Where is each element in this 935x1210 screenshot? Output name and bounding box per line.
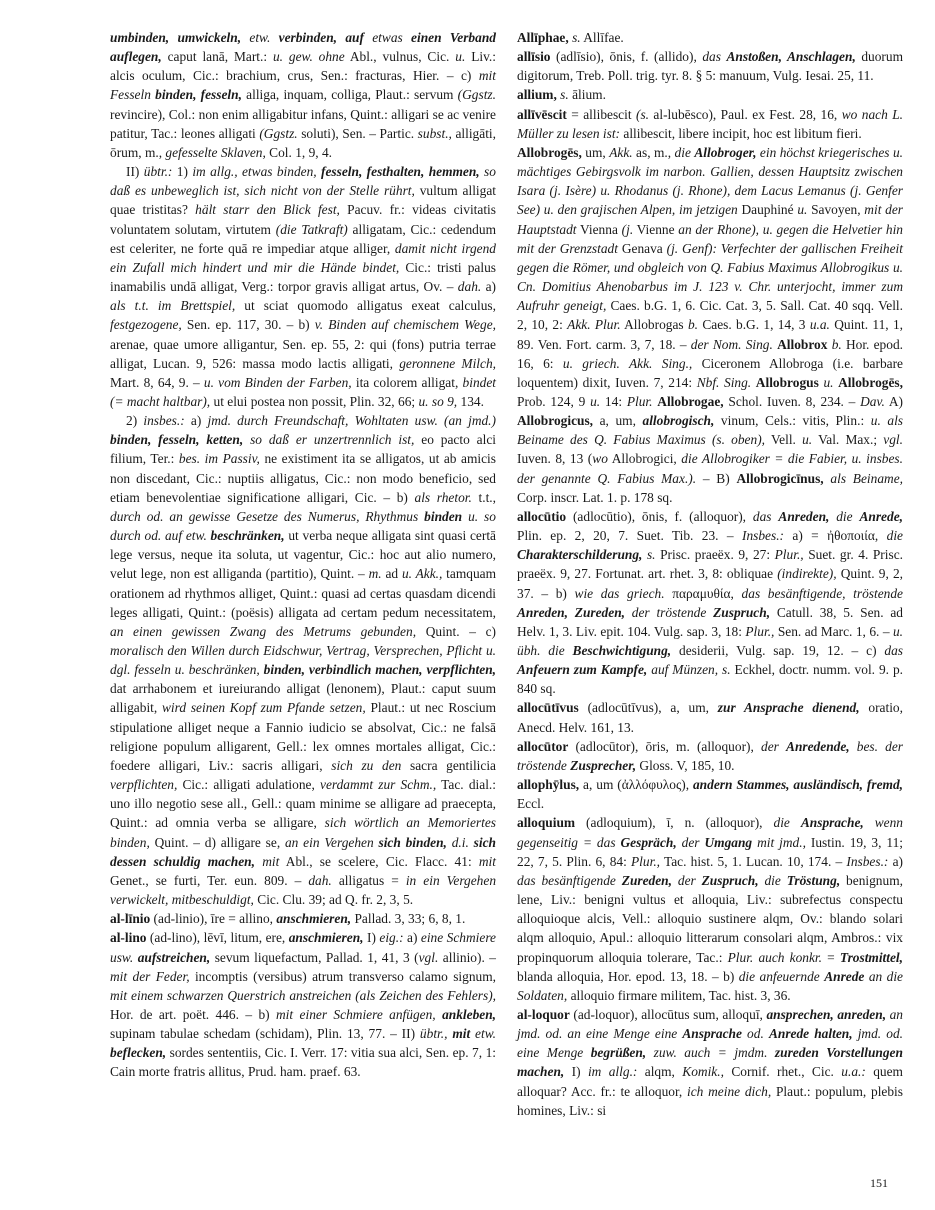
entry-alligo-section-II: II) übtr.: 1) im allg., etwas binden, fesseln, festhalten, hemmen, so daß es unbeweglich ist, sich nicht von der Stelle rührt, vultum alligat quae tristitas? hält starr den Blick fest, Pacuv. fr.: videas civitatis voluntatem solutam, virtutem (die Tatkraft) alligatam, Cic.: cedendum est celeriter, ne forte quā re impediar atque alliger, damit nicht irgend ein Zufall mich hindert und mir die Hände bindet, Cic.: tristi palus inamabilis undā alligat, Verg.: torpor gravis alligat artus, Ov. – dah. a) als t.t. im Brettspiel, ut sciat quomodo alligatus exeat calculus, festgezogene, Sen. ep. 117, 30. – b) v. Binden auf chemischem Wege, arenae, quae umore alligantur, Sen. ep. 55, 2: qui (fons) putria terrae alligat, Lucan. 9, 526: massa modo lactis alligati, geronnene Milch, Mart. 8, 64, 9. – u. vom Binden der Farben, ita colorem alligat, bindet (= macht haltbar), ut elui postea non possit, Plin. 32, 66; u. so 9, 134. (110, 164, 497, 409)
entry-alloquium: alloquium (adloquium), ī, n. (alloquor), die Ansprache, wenn gegenseitig = das Gespräch, der Umgang mit jmd., Iustin. 19, 3, 11; 22, 7, 5. Plin. 6, 84: Plur., Tac. hist. 5, 1. Lucan. 10, 174. – Insbes.: a) das besänftigende Zureden, der Zuspruch, die Tröstung, benignum, lene, Liv.: benigni vultus et alloquia, Liv.: subrefectus conspectu alloquioque alcis, Vell.: alloquio sustinere alqm, Ov.: blando solari alqm alloquio, Apul.: alloquio litterarum consolari alqm, Ambros.: vix propinquorum alloquia tolerare, Tac.: Plur. auch konkr. = Trostmittel, blanda alloquia, Hor. epod. 13, 18. – b) die anfeuernde Anrede an die Soldaten, alloquio firmare militem, Tac. hist. 3, 36. (517, 815, 904, 1003)
entry-allium: allium, s. ālium. (517, 87, 606, 103)
entry-allivescit: allīvēscit = allibescit (s. al-lubēsco), Paul. ex Fest. 28, 16, wo nach L. Müller zu lesen ist: allibescit, libere incipit, hoc est libitum fieri. (517, 106, 903, 141)
left-column (110, 28, 496, 1082)
entry-al-lino: al-lino (ad-lino), lēvī, litum, ere, anschmieren, I) eig.: a) eine Schmiere usw. aufstreichen, sevum liquefactum, Pallad. 1, 41, 3 (vgl. allinio). – mit der Feder, incomptis (versibus) atrum transverso calamo signum, mit einem schwarzen Querstrich anstreichen (als Zeichen des Fehlers), Hor. de art. poët. 446. – b) mit einer Schmiere anfügen, ankleben, supinam tabulae schedam (schidam), Plin. 13, 77. – II) übtr., mit etw. beflecken, sordes sententiis, Cic. I. Verr. 17: vitia sua alci, Sen. ep. 7, 1: Cain morte fratris allitus, Prud. ham. praef. 63. (110, 930, 496, 1080)
entry-allobroges: Allobrogēs, um, Akk. as, m., die Allobroger, ein höchst kriegerisches u. mächtiges Gebirgsvolk im narbon. Gallien, dessen Hauptsitz zwischen Isara (j. Isère) u. Rhodanus (j. Rhone), dem Lacus Lemanus (j. Genfer See) u. den grajischen Alpen, im jetzigen Dauphiné u. Savoyen, mit der Hauptstadt Vienna (j. Vienne an der Rhone), u. gegen die Helvetier hin mit der Grenzstadt Genava (j. Genf): Verfechter der gallischen Freiheit gegen die Römer, und obgleich von Q. Fabius Maximus Allobrogikus u. Cn. Domitius Ahenobarbus im J. 123 v. Chr. unterjocht, immer zum Aufruhr geneigt, Caes. b.G. 1, 6. Cic. Cat. 3, 5. Sall. Cat. 40 sqq. Vell. 2, 10, 2: Akk. Plur. Allobrogas b. Caes. b.G. 1, 14, 3 u.a. Quint. 11, 1, 89. Ven. Fort. carm. 3, 7, 18. – der Nom. Sing. Allobrox b. Hor. epod. 16, 6: u. griech. Akk. Sing., Ciceronem Allobroga (i.e. barbare loquentem) dixit, Iuven. 7, 214: Nbf. Sing. Allobrogus u. Allobrogēs, Prob. 124, 9 u. 14: Plur. Allobrogae, Schol. Iuven. 8, 234. – Dav. A) Allobrogicus, a, um, allobrogisch, vinum, Cels.: vitis, Plin.: u. als Beiname des Q. Fabius Maximus (s. oben), Vell. u. Val. Max.; vgl. Iuven. 8, 13 (wo Allobrogici, die Allobrogiker = die Fabier, u. insbes. der genannte Q. Fabius Max.). – B) Allobrogicīnus, als Beiname, Corp. inscr. Lat. 1. p. 178 sq. (517, 144, 904, 505)
entry-al-linio: al-līnio (ad-linio), īre = allino, anschmieren, Pallad. 3, 33; 6, 8, 1. (110, 911, 466, 927)
entry-alliphae: Allīphae, s. Allīfae. (517, 30, 624, 45)
right-column (517, 28, 903, 1120)
page-number: 151 (870, 1176, 888, 1190)
entry-alligo-continued: umbinden, umwickeln, etw. verbinden, auf etwas einen Verband auflegen, caput lanā, Mart.: u. gew. ohne Abl., vulnus, Cic. u. Liv.: alcis oculum, Cic.: brachium, crus, Sen.: fracturas, Hier. – c) mit Fesseln binden, fesseln, alliga, inquam, colliga, Plaut.: servum (Ggstz. revincire), Col.: non enim alligabitur infans, Quint.: alligari se ac venire patitur, Tac.: leones alligati (Ggstz. soluti), Sen. – Partic. subst., alligāti, ōrum, m., gefesselte Sklaven, Col. 1, 9, 4. (110, 30, 496, 160)
entry-allophylus: allophȳlus, a, um (ἀλλόφυλος), andern Stammes, ausländisch, fremd, Eccl. (517, 777, 903, 812)
entry-allocutio: allocūtio (adlocūtio), ōnis, f. (alloquor), das Anreden, die Anrede, Plin. ep. 2, 20, 7. Suet. Tib. 23. – Insbes.: a) = ἠθοποιία, die Charakterschilderung, s. Prisc. praeëx. 9, 27: Plur., Suet. gr. 4. Prisc. praeëx. 9, 27. Fortunat. art. rhet. 3, 8: obliquae (indirekte), Quint. 9, 2, 37. – b) wie das griech. παραμυθία, das besänftigende, tröstende Anreden, Zureden, der tröstende Zuspruch, Catull. 38, 5. Sen. ad Helv. 1, 3. Liv. epit. 104. Vulg. sap. 3, 18: Plur., Sen. ad Marc. 1, 6. – u. übh. die Beschwichtigung, desiderii, Vulg. sap. 19, 12. – c) das Anfeuern zum Kampfe, auf Münzen, s. Eckhel, doctr. numm. vol. 9. p. 840 sq. (517, 508, 904, 697)
entry-allocutor: allocūtor (adlocūtor), ōris, m. (alloquor), der Anredende, bes. der tröstende Zusprecher, Gloss. V, 185, 10. (517, 738, 903, 773)
entry-al-loquor: al-loquor (ad-loquor), allocūtus sum, alloquī, ansprechen, anreden, an jmd. od. an eine Menge eine Ansprache od. Anrede halten, jmd. od. eine Menge begrüßen, zuw. auch = jmdm. zureden Vorstellungen machen, I) im allg.: alqm, Komik., Cornif. rhet., Cic. u.a.: quem alloquar? Acc. fr.: te alloquor, ich meine dich, Plaut.: populum, plebis homines, Liv.: si (517, 1006, 904, 1118)
entry-alligo-section-II-2: 2) insbes.: a) jmd. durch Freundschaft, Wohltaten usw. (an jmd.) binden, fesseln, ketten, so daß er unzertrennlich ist, eo pacto alci filium, Ter.: bes. im Passiv, ne existiment ita se alligatos, ut ab amicis non discedant, Cic.: nuptiis alligatus, Cic.: non modo beneficio, sed etiam benevolentiae significatione alligari, Cic. – b) als rhetor. t.t., durch od. an gewisse Gesetze des Numerus, Rhythmus binden u. so durch od. auf etw. beschränken, ut verba neque alligata sint quasi certā lege versus, neque ita soluta, ut vagentur, Cic.: hoc aut alio numero, velut lege, non est alliganda (partitio), Quint. – m. ad u. Akk., tamquam orationem ad rhythmos alliget, Quint.: quasi ad certas quasdam dicendi leges alligati, Quint.: (poësis) alligata ad certam pedum necessitatem, an einen gewissen Zwang des Metrums gebunden, Quint. – c) moralisch den Willen durch Eidschwur, Vertrag, Versprechen, Pflicht u. dgl. fesseln u. beschränken, binden, verbindlich machen, verpflichten, dat arrhabonem et iureiurando alligat (lenonem), Plaut.: caput suum alligabit, wird seinen Kopf zum Pfande setzen, Plaut.: ut nec Roscium stipulatione alliget neque a Fannio iudicio se absolvat, Cic.: ne falsā religione populum alligarent, Gell.: lex omnes mortales alligat, Cic.: foedere alligari, Liv.: sacris alligari, sich zu den sacra gentilicia verpflichten, Cic.: alligati adulatione, verdammt zur Schm., Tac. dial.: uno illo negotio sese all., Gell.: quam minime se alligare ad praecepta, Quint.: ad omnia verba se alligare, sich wörtlich an Memoriertes binden, Quint. – d) alligare se, an ein Vergehen sich binden, d.i. sich dessen schuldig machen, mit Abl., se scelere, Cic. Flacc. 41: mit Genet., se furti, Ter. eun. 809. – dah. alligatus = in ein Vergehen verwickelt, mitbeschuldigt, Cic. Clu. 39; ad Q. fr. 2, 3, 5. (110, 413, 497, 908)
entry-allocutivus: allocūtīvus (adlocūtīvus), a, um, zur Ansprache dienend, oratio, Anecd. Helv. 161, 13. (517, 700, 903, 735)
entry-allisio: allīsio (adlīsio), ōnis, f. (allido), das Anstoßen, Anschlagen, duorum digitorum, Treb. Poll. trig. tyr. 8. § 5: manuum, Vulg. Iesai. 25, 11. (517, 49, 903, 84)
